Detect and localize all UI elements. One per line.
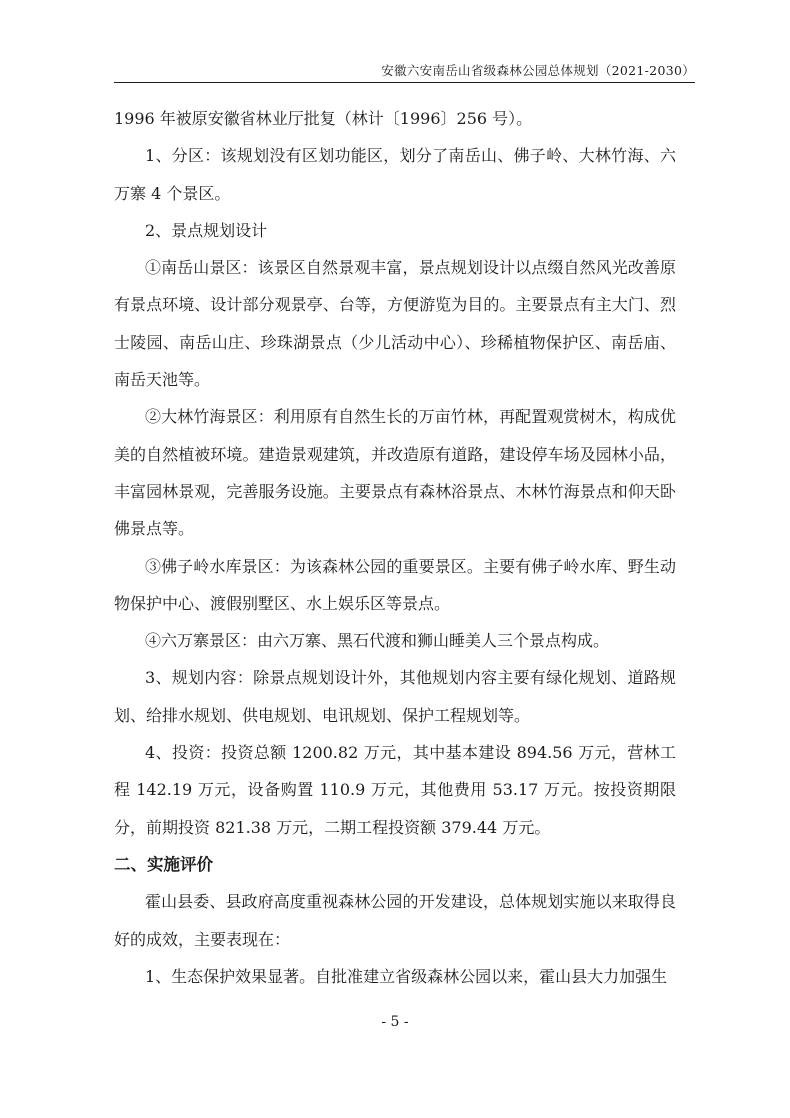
paragraph: 4、投资：投资总额 1200.82 万元，其中基本建设 894.56 万元，营林工程 142.19 万元，设备购置 110.9 万元，其他费用 53.17 万元。按投资期限分，前期投资 821.38 万元，二期工程投资额 379.44 万元。 — [114, 743, 676, 837]
paragraph: 1996 年被原安徽省林业厅批复（林计〔1996〕256 号）。 — [114, 109, 533, 128]
paragraph: ①南岳山景区：该景区自然景观丰富，景点规划设计以点缀自然风光改善原有景点环境、设计部分观景亭、台等，方便游览为目的。主要景点有主大门、烈士陵园、南岳山庄、珍珠湖景点（少儿活动中心）、珍稀植物保护区、南岳庙、南岳天池等。 — [114, 258, 676, 390]
paragraph: 霍山县委、县政府高度重视森林公园的开发建设，总体规划实施以来取得良好的成效，主要表现在： — [114, 892, 676, 949]
paragraph: 3、规划内容：除景点规划设计外，其他规划内容主要有绿化规划、道路规划、给排水规划、供电规划、电讯规划、保护工程规划等。 — [114, 668, 676, 725]
paragraph: ④六万寨景区：由六万寨、黑石代渡和狮山睡美人三个景点构成。 — [145, 631, 610, 651]
paragraph: 1、分区：该规划没有区划功能区，划分了南岳山、佛子岭、大林竹海、六万寨 4 个景区。 — [114, 146, 676, 203]
page-header — [114, 62, 695, 83]
page-footer — [0, 1008, 790, 1036]
section-heading: 二、实施评价 — [114, 854, 213, 874]
paragraph: 1、生态保护效果显著。自批准建立省级森林公园以来，霍山县大力加强生 — [145, 966, 668, 986]
paragraph: ③佛子岭水库景区：为该森林公园的重要景区。主要有佛子岭水库、野生动物保护中心、渡假别墅区、水上娱乐区等景点。 — [114, 556, 676, 613]
running-title: 安徽六安南岳山省级森林公园总体规划（2021-2030） — [381, 63, 695, 78]
paragraph: ②大林竹海景区：利用原有自然生长的万亩竹林，再配置观赏树木，构成优美的自然植被环境。建造景观建筑，并改造原有道路，建设停车场及园林小品，丰富园林景观，完善服务设施。主要景点有森林浴景点、木林竹海景点和仰天卧佛景点等。 — [114, 407, 676, 539]
document-body — [114, 100, 676, 995]
page-number: - 5 - — [381, 1014, 409, 1030]
paragraph: 2、景点规划设计 — [145, 220, 268, 240]
